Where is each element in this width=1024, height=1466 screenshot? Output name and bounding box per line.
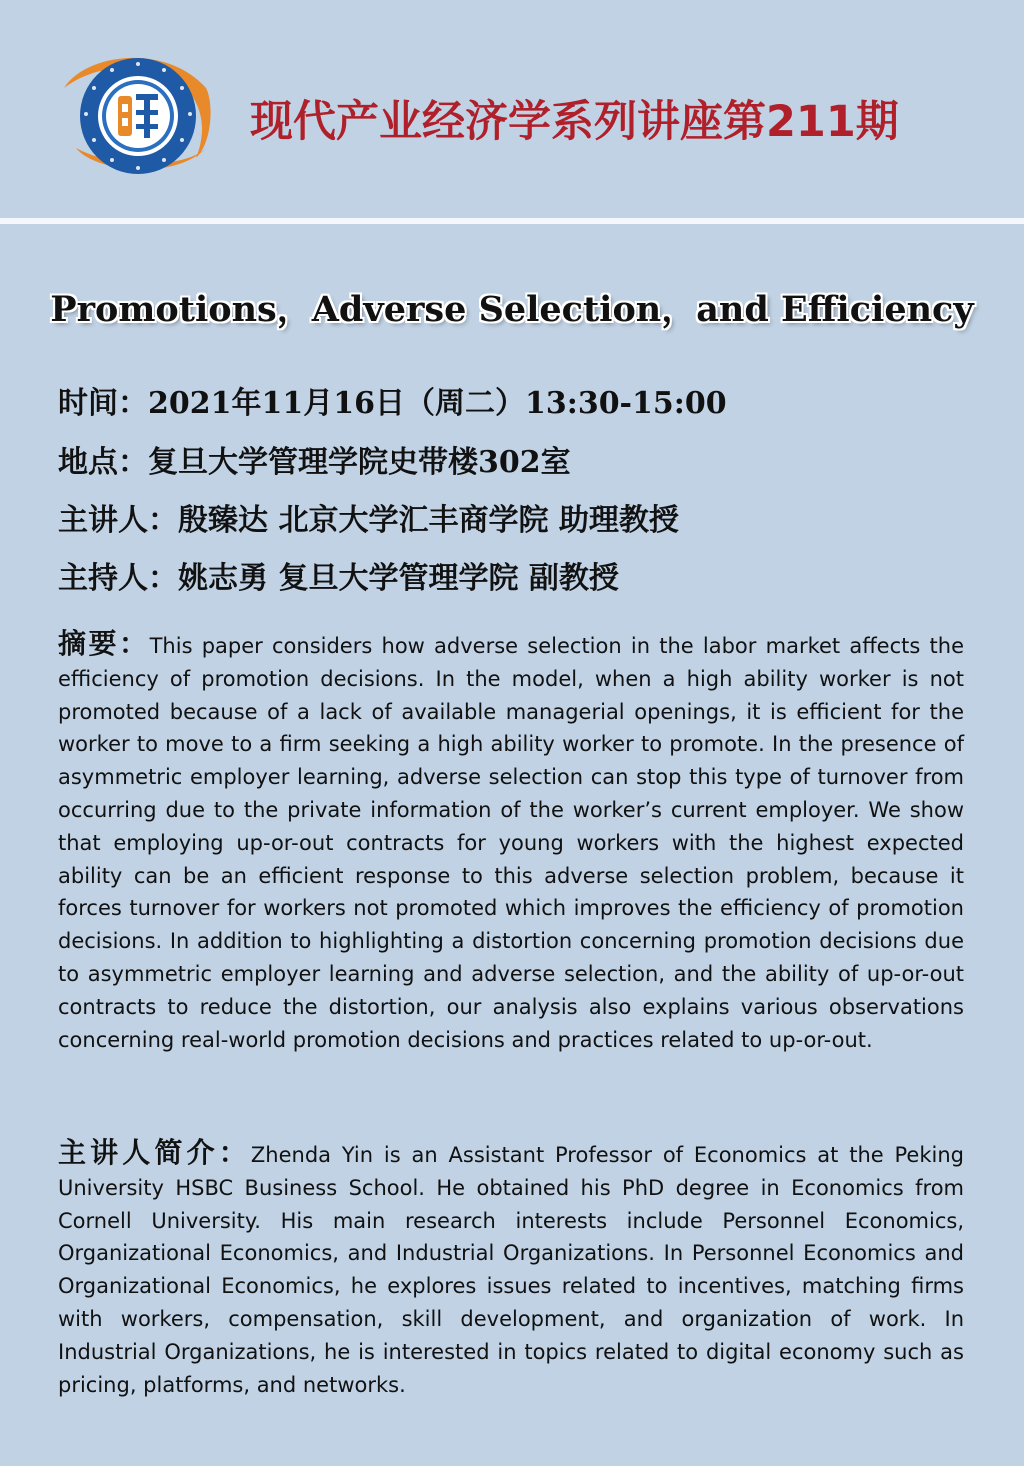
talk-time: 时间：2021年11月16日（周二）13:30-15:00 bbox=[58, 386, 727, 421]
bio-label: 主讲人简介： bbox=[58, 1136, 251, 1169]
talk-speaker: 主讲人：殷臻达 北京大学汇丰商学院 助理教授 bbox=[58, 503, 679, 538]
series-title: 现代产业经济学系列讲座第211期 bbox=[250, 97, 899, 147]
bio-section bbox=[58, 1137, 964, 1401]
abstract-text: This paper considers how adverse selection in the labor market affects the efficiency of promotion decisions. In the model, when a high ability worker is not promoted because of a lack of available managerial openings, it is efficient for the worker to move to a firm seeking a high ability worker to promote. In the presence of asymmetric employer learning, adverse selection can stop this type of turnover from occurring due to the private information of the worker’s current employer. We show that employing up-or-out contracts for young workers with the highest expected ability can be an efficient response to this adverse selection problem, because it forces turnover for workers not promoted which improves the efficiency of promotion decisions. In addition to highlighting a distortion concerning promotion decisions due to asymmetric employer learning and adverse selection, and the ability of up-or-out contracts to reduce the distortion, our analysis also explains various observations concerning real-world promotion decisions and practices related to up-or-out. bbox=[58, 634, 964, 1052]
fudan-school-of-management-logo-icon bbox=[56, 48, 216, 178]
bio-text: Zhenda Yin is an Assistant Professor of Economics at the Peking University HSBC Business School. He obtained his PhD degree in Economics from Cornell University. His main research interests include Personnel Economics, Organizational Economics, and Industrial Organizations. In Personnel Economics and Organizational Economics, he explores issues related to incentives, matching firms with workers, compensation, skill development, and organization of work. In Industrial Organizations, he is interested in topics related to digital economy such as pricing, platforms, and networks. bbox=[58, 1143, 964, 1397]
talk-host: 主持人：姚志勇 复旦大学管理学院 副教授 bbox=[58, 561, 619, 596]
abstract-section bbox=[58, 628, 964, 1056]
poster-header bbox=[0, 0, 1024, 218]
talk-title: Promotions，Adverse Selection，and Efficiency bbox=[50, 289, 974, 330]
header-divider bbox=[0, 218, 1024, 224]
talk-location: 地点：复旦大学管理学院史带楼302室 bbox=[58, 445, 571, 480]
abstract-label: 摘要： bbox=[58, 627, 150, 660]
